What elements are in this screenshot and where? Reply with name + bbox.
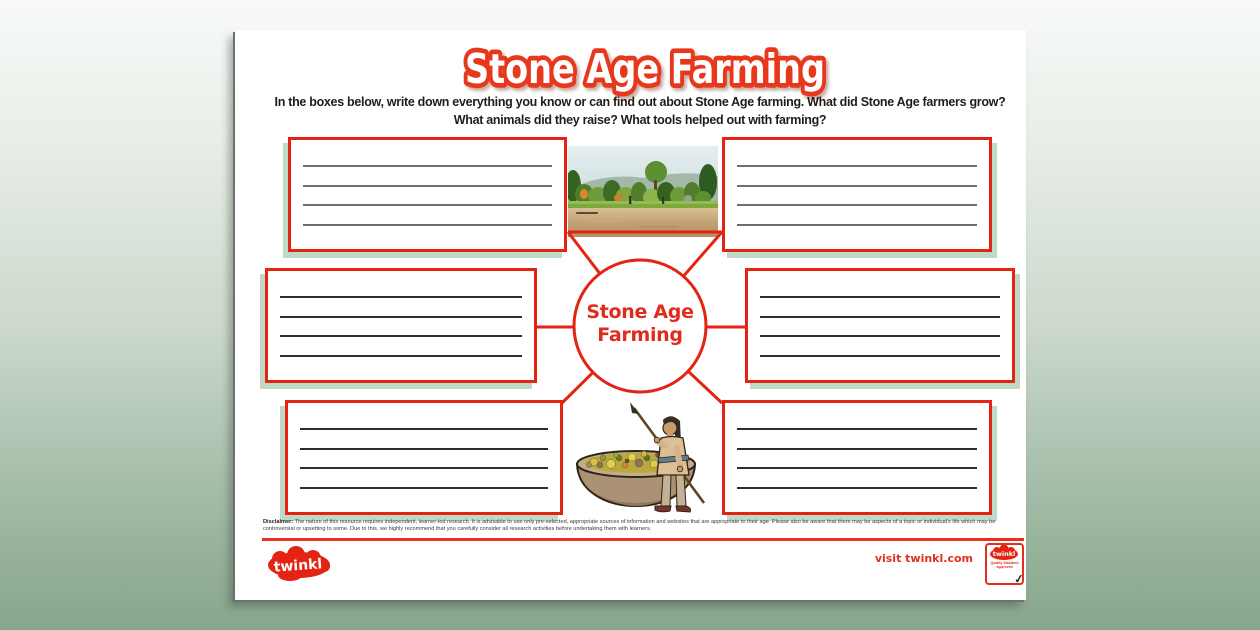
writing-line: [300, 428, 548, 430]
instructions-line-1: In the boxes below, write down everything you know or can find out about Stone Age farming. What did Stone Age farmers grow?: [274, 95, 1006, 109]
writing-box-top-right[interactable]: [722, 137, 992, 252]
writing-line: [737, 204, 977, 206]
disclaimer-label: Disclaimer:: [263, 519, 294, 525]
writing-line: [303, 165, 552, 167]
writing-line: [737, 224, 977, 226]
badge-twinkl-cloud: [989, 545, 1020, 561]
writing-line: [737, 165, 977, 167]
center-circle-line-2: Farming: [597, 324, 683, 346]
writing-line: [280, 335, 522, 337]
badge-checkmark-icon: ✓: [1013, 571, 1025, 587]
badge-logo-text: twinkl: [992, 550, 1016, 558]
twinkl-logo: [266, 546, 336, 586]
twinkl-logo-text: twinkl: [273, 556, 323, 576]
writing-line: [737, 467, 977, 469]
visit-twinkl-link[interactable]: visit twinkl.com: [874, 552, 973, 565]
writing-line: [280, 316, 522, 318]
writing-line: [760, 335, 1000, 337]
writing-box-top-left[interactable]: [288, 137, 567, 252]
center-circle-label: [560, 301, 720, 347]
instructions-line-2: What animals did they raise? What tools helped out with farming?: [453, 112, 827, 127]
writing-line: [737, 487, 977, 489]
writing-line: [760, 355, 1000, 357]
bowl-and-hunter-illustration: [559, 402, 713, 519]
writing-line: [760, 316, 1000, 318]
worksheet-page: [235, 30, 1026, 600]
badge-line-2: Approved: [996, 565, 1013, 569]
writing-box-bottom-left[interactable]: [285, 400, 563, 515]
writing-line: [303, 224, 552, 226]
title-text: Stone Age Farming: [465, 45, 825, 93]
writing-line: [760, 296, 1000, 298]
writing-line: [300, 467, 548, 469]
writing-line: [280, 296, 522, 298]
writing-line: [737, 428, 977, 430]
disclaimer: [263, 519, 1020, 533]
writing-line: [303, 204, 552, 206]
writing-line: [737, 185, 977, 187]
footer-divider-line: [262, 538, 1024, 541]
badge-line-1: Quality Standard: [990, 561, 1019, 565]
writing-line: [300, 448, 548, 450]
writing-line: [303, 185, 552, 187]
writing-line: [300, 487, 548, 489]
quality-approved-badge: [985, 543, 1024, 585]
disclaimer-text: The nature of this resource requires independent, learner-led research. It is advisable to use only pre-selected, appropriate sources of information and websites that are appropriate to their age. Please also be aware that there may be aspects of a topic or individual's life which may be controversial or upsetting to some. Due to this, we highly recommend that you carefully consider all research activities before undertaking them with learners.: [263, 519, 996, 532]
writing-box-middle-right[interactable]: [745, 268, 1015, 383]
center-circle-line-1: Stone Age: [586, 301, 694, 323]
writing-line: [737, 448, 977, 450]
writing-box-middle-left[interactable]: [265, 268, 537, 383]
writing-line: [280, 355, 522, 357]
writing-box-bottom-right[interactable]: [722, 400, 992, 515]
